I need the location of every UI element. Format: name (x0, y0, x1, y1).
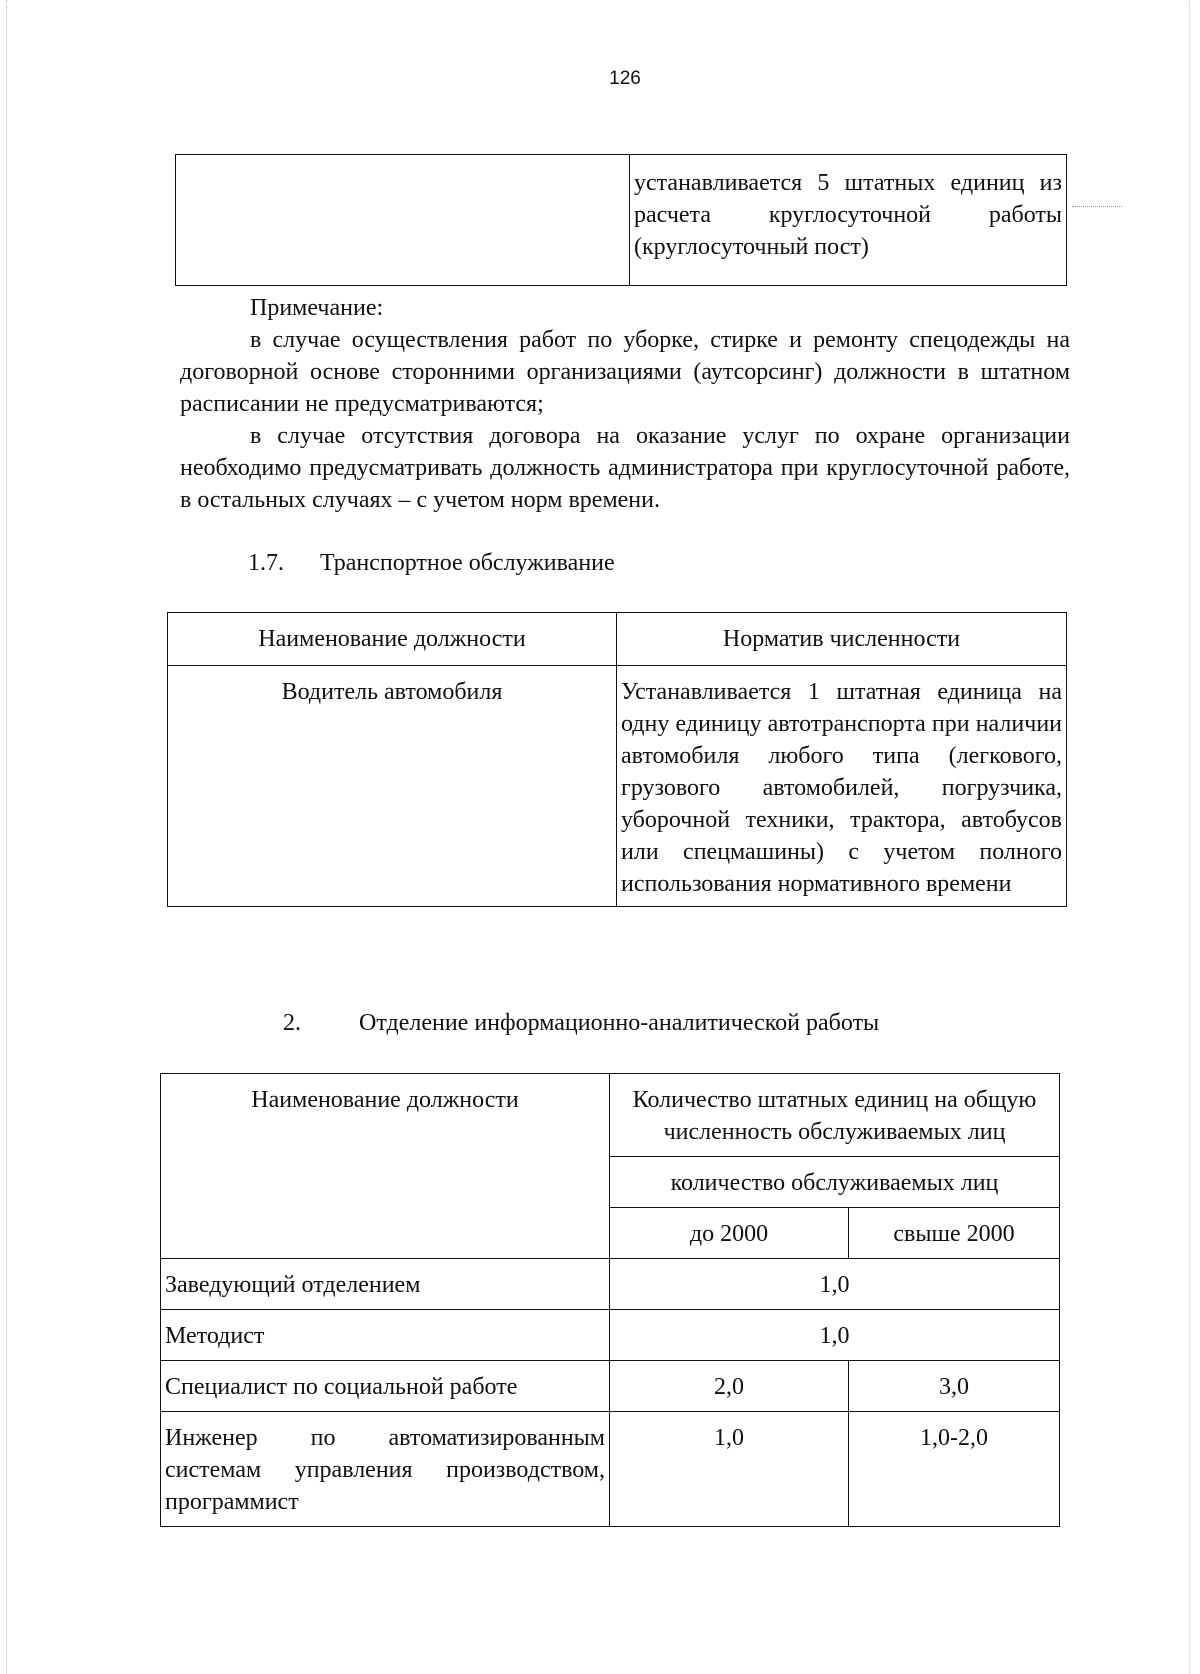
value-cell: 1,0 (610, 1310, 1060, 1361)
note-title: Примечание: (250, 295, 384, 321)
scan-edge-left (6, 0, 7, 1674)
table-row (176, 155, 1067, 286)
value-cell: 3,0 (849, 1361, 1060, 1412)
value-cell: 1,0 (610, 1412, 849, 1527)
section-1-7-heading (248, 550, 615, 577)
note-paragraph-2: в случае отсутствия договора на оказание услуг по охране организации необходимо предусматривать должность администратора при круглосуточной работе, в остальных случаях – с учетом норм времени. (180, 423, 1070, 513)
value-cell: 1,0-2,0 (849, 1412, 1060, 1527)
table-row (161, 1361, 1060, 1412)
position-cell: Специалист по социальной работе (161, 1361, 610, 1412)
column-header: Наименование должности (161, 1074, 610, 1259)
section-number: 1.7. (248, 550, 284, 576)
column-header: Норматив численности (617, 613, 1067, 666)
position-cell: Инженер по автоматизированным системам управления производством, программист (161, 1412, 610, 1527)
section-2-heading (283, 1010, 879, 1037)
column-header: до 2000 (610, 1208, 849, 1259)
position-cell: Заведующий отделением (161, 1259, 610, 1310)
column-header: свыше 2000 (849, 1208, 1060, 1259)
position-cell: Методист (161, 1310, 610, 1361)
norm-cell: устанавливается 5 штатных единиц из расчета круглосуточной работы (круглосуточный пост) (630, 155, 1067, 286)
continuation-table (175, 154, 1067, 286)
value-cell: 2,0 (610, 1361, 849, 1412)
position-cell: Водитель автомобиля (168, 666, 617, 907)
section-title: Транспортное обслуживание (320, 550, 615, 576)
scan-edge-right (1189, 0, 1190, 1674)
table-row (161, 1412, 1060, 1527)
table-header-row (168, 613, 1067, 666)
empty-cell (176, 155, 630, 286)
scan-artifact (1072, 206, 1122, 207)
note-block (180, 292, 1070, 516)
section-number: 2. (283, 1010, 301, 1036)
section-title: Отделение информационно-аналитической работы (359, 1010, 880, 1036)
table-row (161, 1259, 1060, 1310)
info-analytics-table (160, 1073, 1060, 1527)
column-header: Наименование должности (168, 613, 617, 666)
transport-table (167, 612, 1067, 907)
norm-cell: Устанавливается 1 штатная единица на одну единицу автотранспорта при наличии автомобиля любого типа (легкового, грузового автомобилей, погрузчика, уборочной техники, трактора, автобусов или спецмашины) с учетом полного использования нормативного времени (617, 666, 1067, 907)
table-row (168, 666, 1067, 907)
table-header-row (161, 1074, 1060, 1157)
note-paragraph-1: в случае осуществления работ по уборке, стирке и ремонту спецодежды на договорной основе сторонними организациями (аутсорсинг) должности в штатном расписании не предусматриваются; (180, 327, 1070, 417)
page-number: 126 (609, 68, 641, 89)
column-header: количество обслуживаемых лиц (610, 1157, 1060, 1208)
value-cell: 1,0 (610, 1259, 1060, 1310)
table-row (161, 1310, 1060, 1361)
column-header: Количество штатных единиц на общую численность обслуживаемых лиц (610, 1074, 1060, 1157)
